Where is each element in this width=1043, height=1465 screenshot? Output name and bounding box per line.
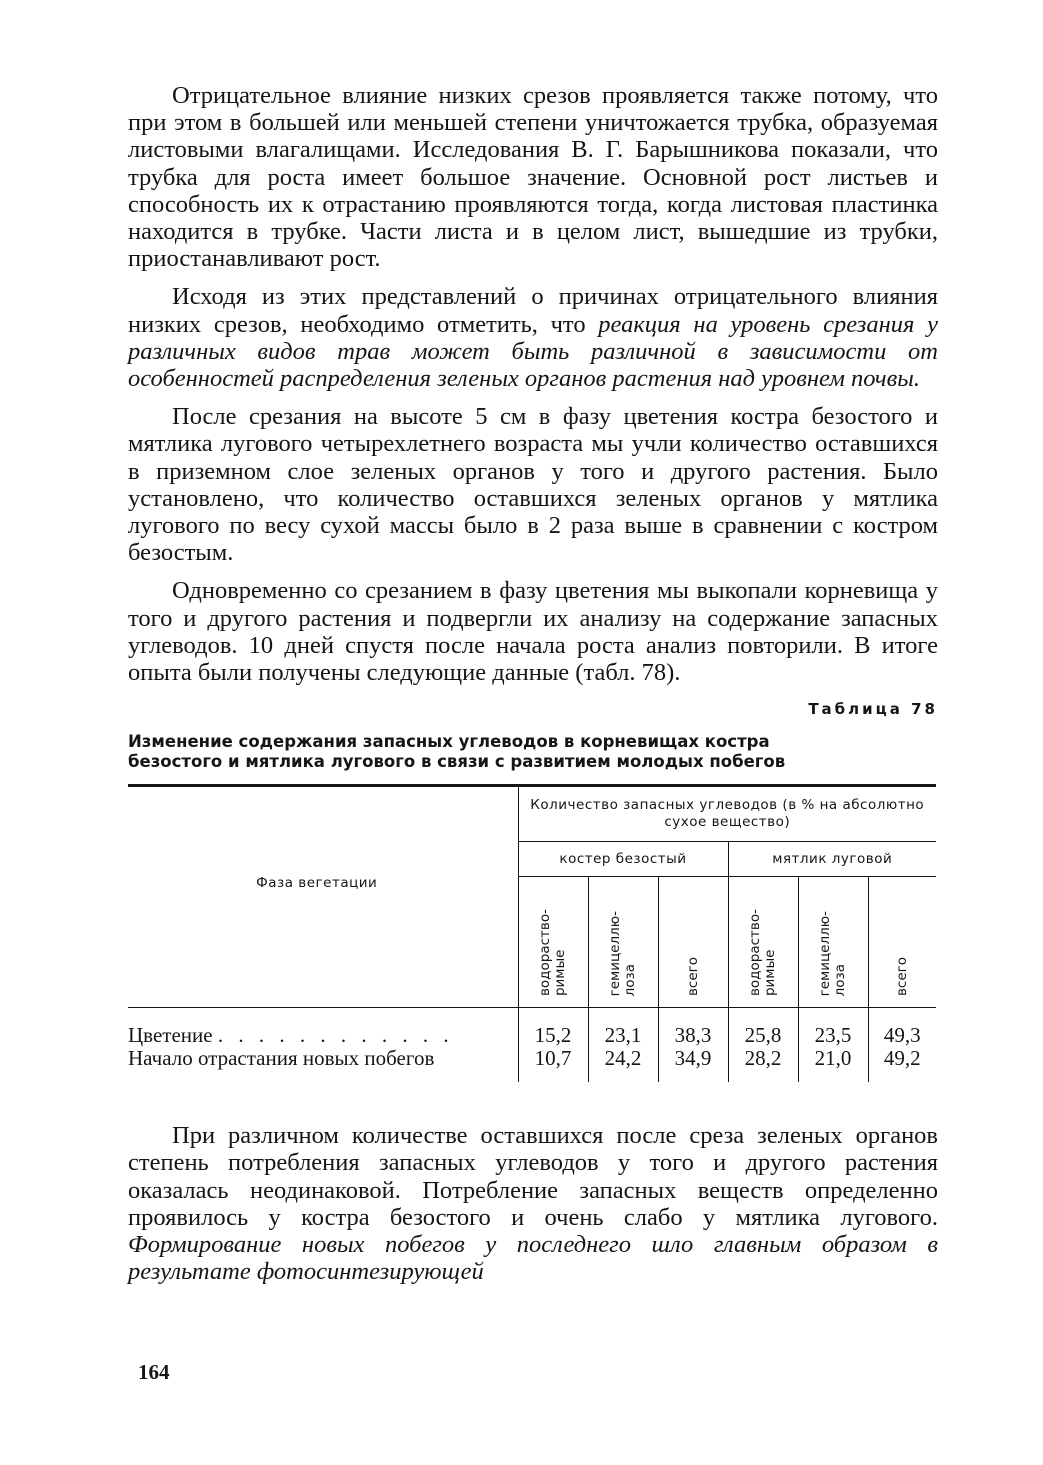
cell: 21,0 bbox=[798, 1047, 868, 1070]
paragraph-2-italic: реакция на уровень срезания у различных видов трав может быть различной в зависимости от особенностей распределения зеленых органов растения над уровнем почвы. bbox=[128, 310, 938, 393]
cell: 15,2 bbox=[518, 1024, 588, 1047]
table-row bbox=[128, 1047, 936, 1070]
cell: 49,2 bbox=[868, 1047, 936, 1070]
phase-header: Фаза вегетации bbox=[256, 875, 378, 892]
group-header-koster: костер безостый bbox=[518, 842, 728, 877]
group-header-myatlik: мятлик луговой bbox=[728, 842, 936, 877]
cell: 25,8 bbox=[728, 1024, 798, 1047]
paragraph-5-italic: Формирование новых побегов у последнего шло главным образом в результате фотосинтезирующей bbox=[128, 1231, 938, 1286]
cell: 38,3 bbox=[658, 1024, 728, 1047]
data-table bbox=[128, 784, 936, 1082]
page-content bbox=[128, 82, 938, 1285]
row-label: Цветение . . . . . . . . . . . . bbox=[128, 1023, 454, 1048]
cell: 23,1 bbox=[588, 1024, 658, 1047]
table-caption: Изменение содержания запасных углеводов в корневищах костра безостого и мятлика лугового в связи с развитием молодых побегов bbox=[128, 732, 786, 772]
col-header-total-2: всего bbox=[868, 877, 936, 1008]
page-number: 164 bbox=[138, 1360, 170, 1384]
paragraph-4: Одновременно со срезанием в фазу цветения мы выкопали корневища у того и другого растения и подвергли их анализу на содержание запасных углеводов. 10 дней спустя после начала роста анализ повторили. В итоге опыта были получены следующие данные (табл. 78). bbox=[128, 577, 938, 687]
cell: 34,9 bbox=[658, 1047, 728, 1070]
row-label: Начало отрастания новых побегов bbox=[128, 1046, 435, 1071]
table-row bbox=[128, 1024, 936, 1047]
col-header-hemicellulose-1: гемицеллю- лоза bbox=[588, 877, 658, 1008]
paragraph-1: Отрицательное влияние низких срезов проявляется также потому, что при этом в большей или меньшей степени уничтожается трубка, образуемая листовыми влагалищами. Исследования В. Г. Барышникова показали, что трубка для роста имеет большое значение. Основной рост листьев и способность их к отрастанию проявляются тогда, когда листовая пластинка находится в трубке. Части листа и в целом лист, вышедшие из трубки, приостанавливают рост. bbox=[128, 82, 938, 273]
col-header-water-soluble-1: водораство- римые bbox=[518, 877, 588, 1008]
paragraph-5: При различном количестве оставшихся после среза зеленых органов степень потребления запасных углеводов у того и другого растения оказалась неодинаковой. Потребление запасных веществ определенно проявилось у костра безостого и очень слабо у мятлика лугового. Формирование новых побегов у последнего шло главным образом в результате фотосинтезирующей bbox=[128, 1122, 938, 1286]
col-header-water-soluble-2: водораство- римые bbox=[728, 877, 798, 1008]
col-header-total-1: всего bbox=[658, 877, 728, 1008]
cell: 10,7 bbox=[518, 1047, 588, 1070]
main-header: Количество запасных углеводов (в % на абсолютно сухое вещество) bbox=[518, 786, 936, 842]
cell: 49,3 bbox=[868, 1024, 936, 1047]
col-header-hemicellulose-2: гемицеллю- лоза bbox=[798, 877, 868, 1008]
paragraph-2: Исходя из этих представлений о причинах отрицательного влияния низких срезов, необходимо отметить, что реакция на уровень срезания у различных видов трав может быть различной в зависимости от особенностей распределения зеленых органов растения над уровнем почвы. bbox=[128, 283, 938, 393]
paragraph-3: После срезания на высоте 5 см в фазу цветения костра безостого и мятлика лугового четырехлетнего возраста мы учли количество оставшихся в приземном слое зеленых органов у того и другого растения. Было установлено, что количество оставшихся зеленых органов у мятлика лугового по весу сухой массы было в 2 раза выше в сравнении с костром безостым. bbox=[128, 403, 938, 567]
cell: 23,5 bbox=[798, 1024, 868, 1047]
table-number: Таблица 78 bbox=[808, 700, 938, 719]
cell: 28,2 bbox=[728, 1047, 798, 1070]
cell: 24,2 bbox=[588, 1047, 658, 1070]
